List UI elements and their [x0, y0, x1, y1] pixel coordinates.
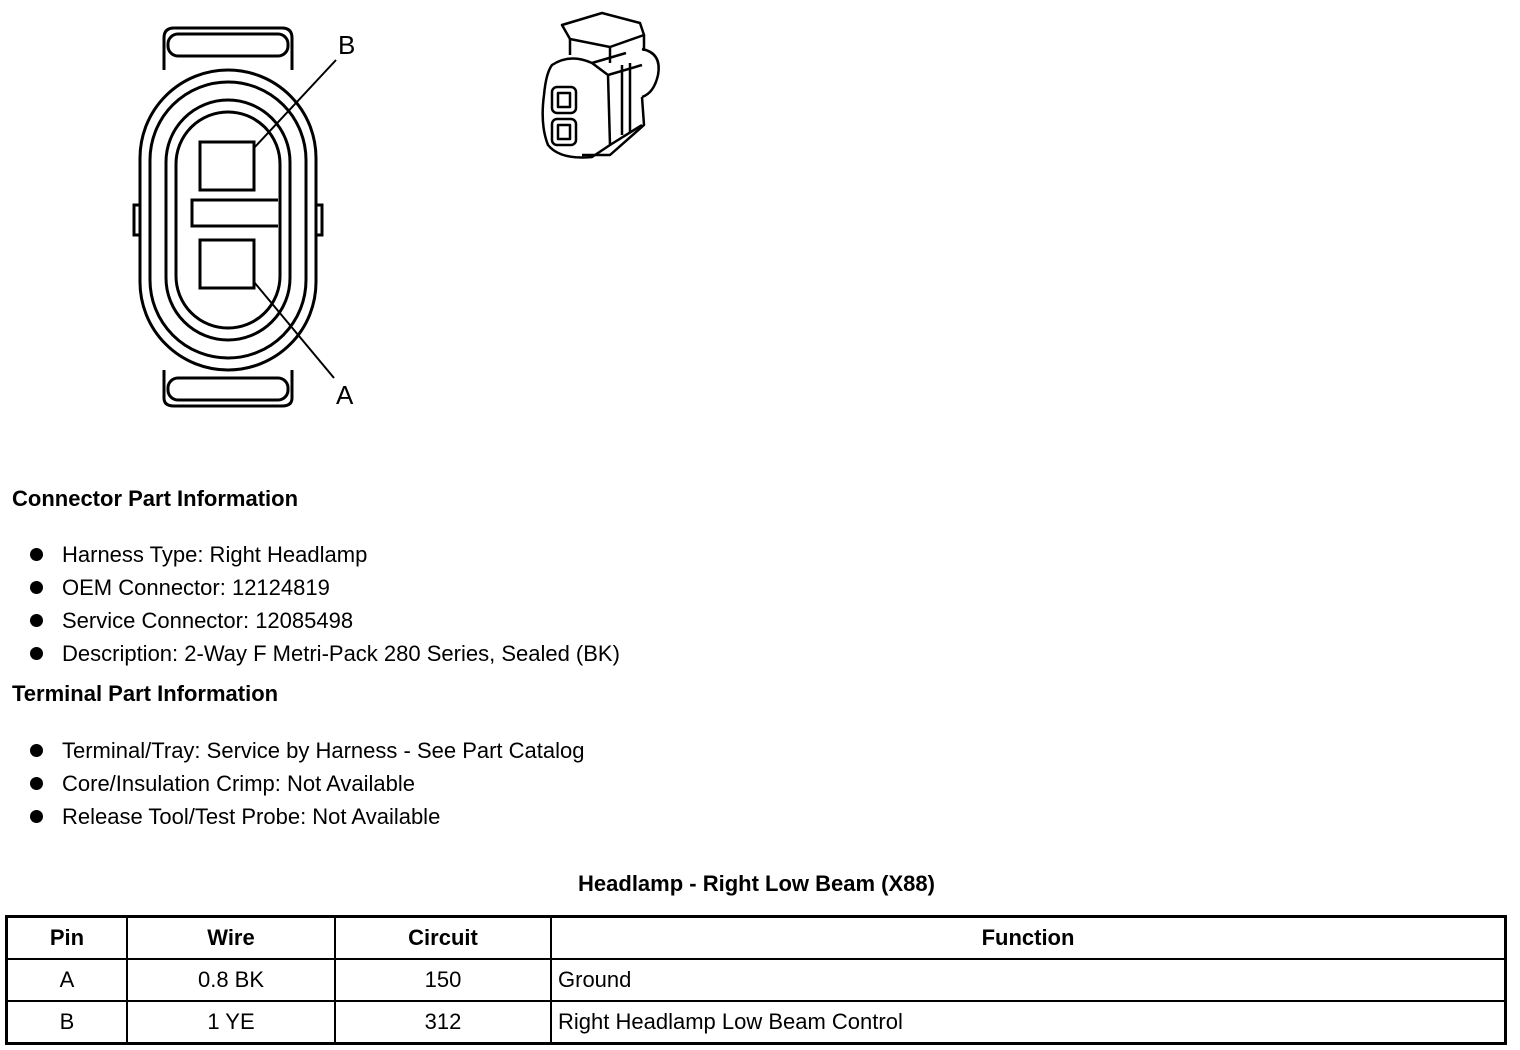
wire-cell: 1 YE — [127, 1001, 335, 1044]
pin-cell: B — [7, 1001, 128, 1044]
column-header-function: Function — [551, 917, 1506, 960]
list-item-text: Harness Type: Right Headlamp — [62, 542, 368, 567]
list-item — [30, 604, 620, 637]
function-cell: Right Headlamp Low Beam Control — [551, 1001, 1506, 1044]
connector-face-drawing — [120, 20, 380, 420]
bullet-icon — [30, 614, 43, 627]
connector-face-diagram — [120, 20, 380, 420]
list-item-text: Release Tool/Test Probe: Not Available — [62, 804, 441, 829]
list-item — [30, 538, 620, 571]
connector-info-title: Connector Part Information — [12, 486, 299, 511]
wire-cell: 0.8 BK — [127, 959, 335, 1001]
bullet-icon — [30, 647, 43, 660]
pin-table-title: Headlamp - Right Low Beam (X88) — [578, 871, 935, 896]
bullet-icon — [30, 581, 43, 594]
list-item — [30, 571, 620, 604]
connector-isometric-svg — [530, 5, 680, 175]
bullet-icon — [30, 810, 43, 823]
circuit-cell: 150 — [335, 959, 551, 1001]
pin-b-label: B — [338, 30, 356, 60]
list-item-text: Core/Insulation Crimp: Not Available — [62, 771, 415, 796]
list-item-text: OEM Connector: 12124819 — [62, 575, 330, 600]
column-header-wire: Wire — [127, 917, 335, 960]
list-item — [30, 637, 620, 670]
connector-info-list — [30, 538, 620, 670]
circuit-cell: 312 — [335, 1001, 551, 1044]
list-item-text: Terminal/Tray: Service by Harness - See Part Catalog — [62, 738, 585, 763]
connector-isometric-drawing — [530, 5, 680, 175]
bullet-icon — [30, 744, 43, 757]
table-header-row — [7, 917, 1506, 960]
bullet-icon — [30, 777, 43, 790]
list-item — [30, 734, 585, 767]
table-row — [7, 1001, 1506, 1044]
column-header-pin: Pin — [7, 917, 128, 960]
bullet-icon — [30, 548, 43, 561]
pin-table — [5, 915, 1507, 1045]
list-item-text: Service Connector: 12085498 — [62, 608, 354, 633]
table-row — [7, 959, 1506, 1001]
function-cell: Ground — [551, 959, 1506, 1001]
column-header-circuit: Circuit — [335, 917, 551, 960]
pin-cell: A — [7, 959, 128, 1001]
list-item-text: Description: 2-Way F Metri-Pack 280 Series, Sealed (BK) — [62, 641, 620, 666]
terminal-info-list — [30, 734, 585, 833]
list-item — [30, 800, 585, 833]
terminal-info-title: Terminal Part Information — [12, 681, 279, 706]
pin-a-label: A — [336, 380, 354, 410]
list-item — [30, 767, 585, 800]
